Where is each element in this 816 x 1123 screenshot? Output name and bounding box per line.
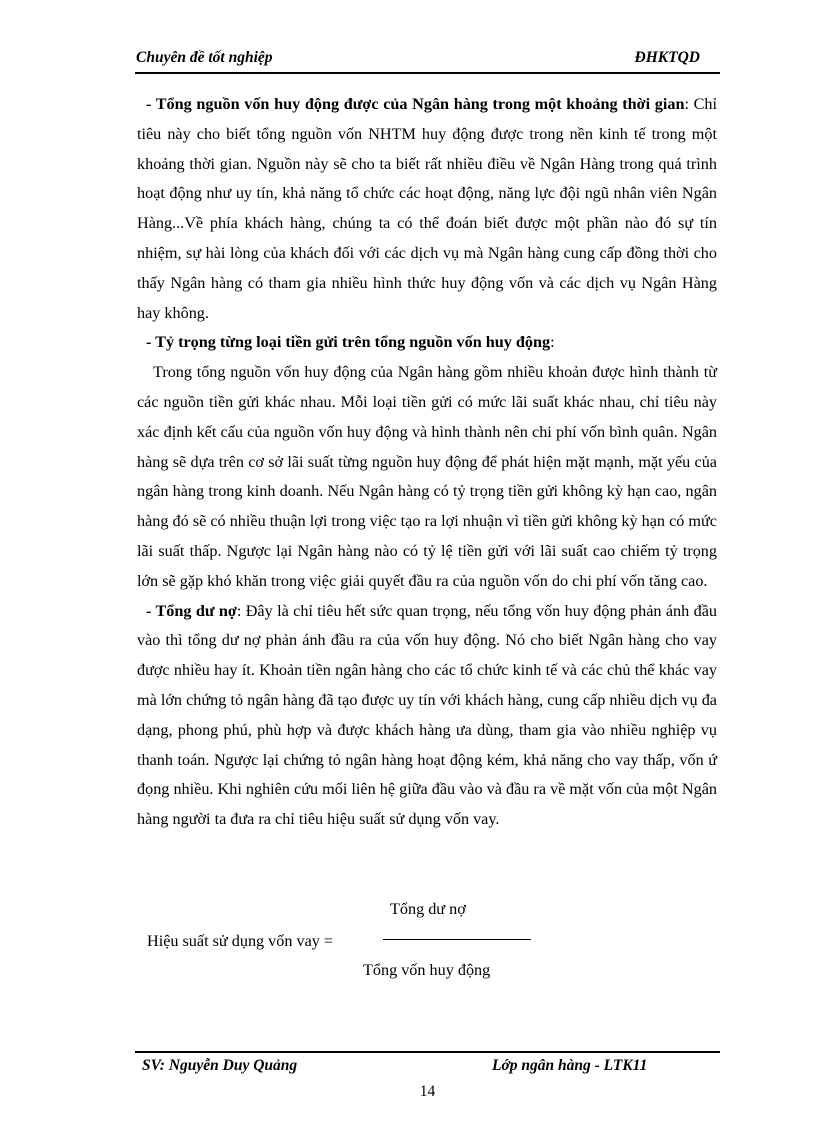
paragraph-total-outstanding-loans bbox=[137, 597, 717, 835]
formula-lhs: Hiệu suất sử dụng vốn vay = bbox=[147, 932, 334, 950]
paragraph-total-mobilized-capital bbox=[137, 90, 717, 328]
header-title: Chuyên đề tốt nghiệp bbox=[136, 49, 273, 66]
paragraph-text: : Chỉ tiêu này cho biết tổng nguồn vốn NHTM huy động được trong nền kinh tế trong một khoảng thời gian. Nguồn này sẽ cho ta biết rất nhiều điều về Ngân Hàng trong quá trình hoạt động như uy tín, khả năng tổ chức các hoạt động, năng lực đội ngũ nhân viên Ngân Hàng...Về phía khách hàng, chúng ta có thể đoán biết được một phần nào đó sự tín nhiệm, sự hài lòng của khách đối với các dịch vụ mà Ngân hàng cung cấp đồng thời cho thấy Ngân hàng có tham gia nhiều hình thức huy động vốn và các dịch vụ Ngân Hàng hay không. bbox=[137, 95, 717, 322]
formula-denominator: Tổng vốn huy động bbox=[363, 961, 491, 979]
formula-numerator: Tổng dư nợ bbox=[390, 900, 466, 918]
term-heading: - Tỷ trọng từng loại tiền gửi trên tổng nguồn vốn huy động bbox=[146, 333, 551, 352]
paragraph-deposit-ratio-body bbox=[137, 358, 717, 596]
fraction-bar bbox=[383, 939, 531, 940]
page-footer bbox=[135, 1051, 720, 1113]
paragraph-text: Trong tổng nguồn vốn huy động của Ngân hàng gồm nhiều khoản được hình thành từ các nguồn tiền gửi khác nhau. Mỗi loại tiền gửi có mức lãi suất khác nhau, chỉ tiêu này xác định kết cấu của nguồn vốn huy động và hình thành nên chi phí vốn bình quân. Ngân hàng sẽ dựa trên cơ sở lãi suất từng nguồn huy động để phát hiện mặt mạnh, mặt yếu của ngân hàng trong kinh doanh. Nếu Ngân hàng có tỷ trọng tiền gửi không kỳ hạn cao, ngân hàng đó sẽ có nhiều thuận lợi trong việc tạo ra lợi nhuận vì tiền gửi không kỳ hạn có mức lãi suất thấp. Ngược lại Ngân hàng nào có tỷ lệ tiền gửi với lãi suất cao chiếm tỷ trọng lớn sẽ gặp khó khăn trong việc giải quyết đầu ra của nguồn vốn do chi phí vốn tăng cao. bbox=[137, 363, 717, 590]
header-institution: ĐHKTQD bbox=[634, 49, 700, 66]
paragraph-text: : bbox=[550, 333, 555, 352]
document-body bbox=[137, 90, 717, 835]
page-number: 14 bbox=[419, 1083, 436, 1100]
footer-student-name: SV: Nguyễn Duy Quảng bbox=[142, 1057, 298, 1074]
page-header bbox=[135, 46, 720, 74]
paragraph-text: : Đây là chỉ tiêu hết sức quan trọng, nếu tổng vốn huy động phản ánh đầu vào thì tổng dư nợ phản ánh đầu ra của vốn huy động. Nó cho biết Ngân hàng cho vay được nhiều hay ít. Khoản tiền ngân hàng cho các tổ chức kinh tế và các chủ thể khác vay mà lớn chứng tỏ ngân hàng đã tạo được uy tín với khách hàng, cung cấp nhiều dịch vụ đa dạng, phong phú, phù hợp và được khách hàng ưa dùng, tham gia vào nhiều nghiệp vụ thanh toán. Ngược lại chứng tỏ ngân hàng hoạt động kém, khả năng cho vay thấp, vốn ứ đọng nhiều. Khi nghiên cứu mối liên hệ giữa đầu vào và đầu ra về mặt vốn của một Ngân hàng người ta đưa ra chỉ tiêu hiệu suất sử dụng vốn vay. bbox=[137, 601, 717, 829]
footer-class-name: Lớp ngân hàng - LTK11 bbox=[492, 1057, 648, 1074]
loan-efficiency-formula bbox=[147, 898, 567, 988]
paragraph-deposit-ratio-heading bbox=[137, 328, 717, 358]
term-heading: - Tổng dư nợ bbox=[146, 601, 237, 620]
term-heading: - Tổng nguồn vốn huy động được của Ngân hàng trong một khoảng thời gian bbox=[146, 95, 685, 113]
